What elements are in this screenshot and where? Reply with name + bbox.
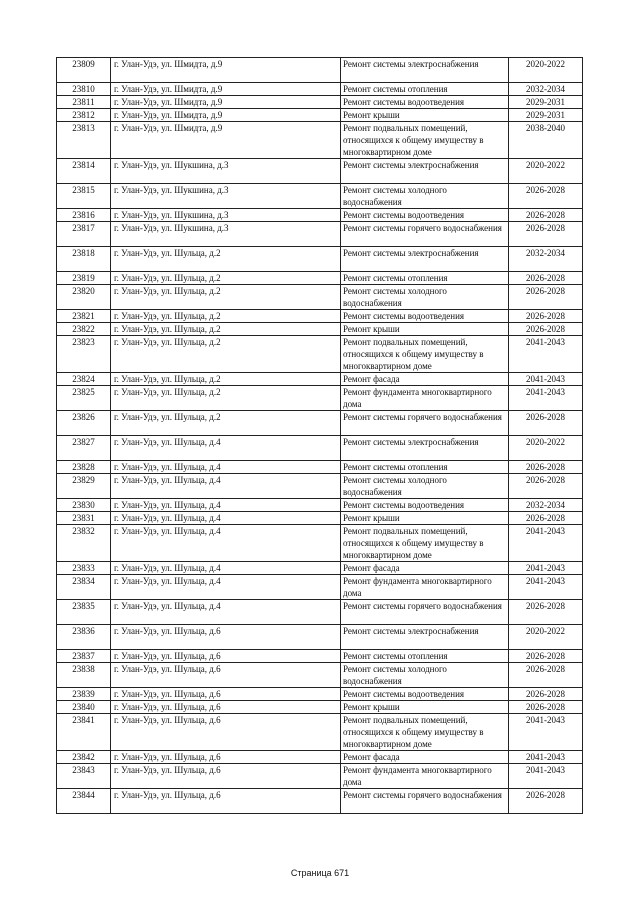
row-work-type: Ремонт крыши xyxy=(341,701,509,714)
row-work-type: Ремонт системы холодного водоснабжения xyxy=(341,184,509,209)
row-address: г. Улан-Удэ, ул. Шульца, д.6 xyxy=(111,650,341,663)
row-address: г. Улан-Удэ, ул. Шульца, д.2 xyxy=(111,272,341,285)
row-period: 2026-2028 xyxy=(509,600,583,625)
row-address: г. Улан-Удэ, ул. Шмидта, д.9 xyxy=(111,122,341,159)
table-row xyxy=(57,209,583,222)
row-address: г. Улан-Удэ, ул. Шукшина, д.3 xyxy=(111,209,341,222)
row-number: 23833 xyxy=(57,562,111,575)
row-work-type: Ремонт системы холодного водоснабжения xyxy=(341,285,509,310)
row-period: 2032-2034 xyxy=(509,83,583,96)
row-address: г. Улан-Удэ, ул. Шульца, д.6 xyxy=(111,701,341,714)
table-row xyxy=(57,122,583,159)
row-work-type: Ремонт системы электроснабжения xyxy=(341,436,509,461)
row-period: 2038-2040 xyxy=(509,122,583,159)
row-number: 23839 xyxy=(57,688,111,701)
row-number: 23829 xyxy=(57,474,111,499)
row-period: 2026-2028 xyxy=(509,701,583,714)
row-work-type: Ремонт крыши xyxy=(341,109,509,122)
row-work-type: Ремонт крыши xyxy=(341,323,509,336)
row-work-type: Ремонт системы горячего водоснабжения xyxy=(341,411,509,436)
table-row xyxy=(57,285,583,310)
row-address: г. Улан-Удэ, ул. Шмидта, д.9 xyxy=(111,109,341,122)
row-address: г. Улан-Удэ, ул. Шмидта, д.9 xyxy=(111,83,341,96)
row-period: 2020-2022 xyxy=(509,58,583,83)
row-work-type: Ремонт фундамента многоквартирного дома xyxy=(341,575,509,600)
row-address: г. Улан-Удэ, ул. Шульца, д.4 xyxy=(111,512,341,525)
row-period: 2026-2028 xyxy=(509,411,583,436)
row-number: 23815 xyxy=(57,184,111,209)
row-address: г. Улан-Удэ, ул. Шульца, д.6 xyxy=(111,764,341,789)
row-period: 2026-2028 xyxy=(509,323,583,336)
row-period: 2026-2028 xyxy=(509,663,583,688)
row-number: 23810 xyxy=(57,83,111,96)
row-address: г. Улан-Удэ, ул. Шульца, д.6 xyxy=(111,789,341,814)
row-number: 23825 xyxy=(57,386,111,411)
row-address: г. Улан-Удэ, ул. Шульца, д.6 xyxy=(111,625,341,650)
table-row xyxy=(57,688,583,701)
row-number: 23820 xyxy=(57,285,111,310)
row-number: 23827 xyxy=(57,436,111,461)
row-period: 2020-2022 xyxy=(509,159,583,184)
row-address: г. Улан-Удэ, ул. Шульца, д.2 xyxy=(111,336,341,373)
row-address: г. Улан-Удэ, ул. Шульца, д.4 xyxy=(111,499,341,512)
row-address: г. Улан-Удэ, ул. Шульца, д.6 xyxy=(111,663,341,688)
row-number: 23834 xyxy=(57,575,111,600)
row-address: г. Улан-Удэ, ул. Шульца, д.6 xyxy=(111,714,341,751)
row-work-type: Ремонт системы водоотведения xyxy=(341,96,509,109)
table-row xyxy=(57,714,583,751)
row-work-type: Ремонт системы водоотведения xyxy=(341,209,509,222)
row-work-type: Ремонт системы электроснабжения xyxy=(341,159,509,184)
row-address: г. Улан-Удэ, ул. Шульца, д.2 xyxy=(111,285,341,310)
row-number: 23822 xyxy=(57,323,111,336)
row-period: 2041-2043 xyxy=(509,575,583,600)
table-row xyxy=(57,499,583,512)
row-address: г. Улан-Удэ, ул. Шукшина, д.3 xyxy=(111,184,341,209)
row-period: 2026-2028 xyxy=(509,285,583,310)
table-row xyxy=(57,625,583,650)
row-work-type: Ремонт системы электроснабжения xyxy=(341,247,509,272)
table-row xyxy=(57,789,583,814)
row-work-type: Ремонт подвальных помещений, относящихся к общему имуществу в многоквартирном доме xyxy=(341,714,509,751)
row-number: 23831 xyxy=(57,512,111,525)
row-period: 2026-2028 xyxy=(509,272,583,285)
row-work-type: Ремонт системы горячего водоснабжения xyxy=(341,222,509,247)
row-number: 23816 xyxy=(57,209,111,222)
row-period: 2041-2043 xyxy=(509,386,583,411)
row-number: 23814 xyxy=(57,159,111,184)
row-work-type: Ремонт системы электроснабжения xyxy=(341,58,509,83)
table-row xyxy=(57,411,583,436)
row-period: 2020-2022 xyxy=(509,436,583,461)
row-address: г. Улан-Удэ, ул. Шульца, д.4 xyxy=(111,436,341,461)
row-number: 23838 xyxy=(57,663,111,688)
row-number: 23835 xyxy=(57,600,111,625)
row-period: 2041-2043 xyxy=(509,764,583,789)
row-address: г. Улан-Удэ, ул. Шукшина, д.3 xyxy=(111,222,341,247)
row-work-type: Ремонт системы водоотведения xyxy=(341,310,509,323)
table-row xyxy=(57,650,583,663)
row-number: 23824 xyxy=(57,373,111,386)
row-work-type: Ремонт фундамента многоквартирного дома xyxy=(341,386,509,411)
row-number: 23828 xyxy=(57,461,111,474)
row-period: 2041-2043 xyxy=(509,751,583,764)
row-work-type: Ремонт подвальных помещений, относящихся к общему имуществу в многоквартирном доме xyxy=(341,525,509,562)
row-period: 2026-2028 xyxy=(509,474,583,499)
row-number: 23812 xyxy=(57,109,111,122)
row-period: 2026-2028 xyxy=(509,688,583,701)
row-address: г. Улан-Удэ, ул. Шульца, д.4 xyxy=(111,474,341,499)
page-number: Страница 671 xyxy=(290,868,350,878)
row-work-type: Ремонт системы отопления xyxy=(341,461,509,474)
row-address: г. Улан-Удэ, ул. Шмидта, д.9 xyxy=(111,96,341,109)
table-row xyxy=(57,474,583,499)
row-number: 23836 xyxy=(57,625,111,650)
row-number: 23841 xyxy=(57,714,111,751)
table-row xyxy=(57,58,583,83)
row-number: 23819 xyxy=(57,272,111,285)
row-period: 2026-2028 xyxy=(509,461,583,474)
row-work-type: Ремонт фасада xyxy=(341,373,509,386)
row-number: 23821 xyxy=(57,310,111,323)
table-row xyxy=(57,96,583,109)
table-row xyxy=(57,701,583,714)
row-number: 23840 xyxy=(57,701,111,714)
table-row xyxy=(57,751,583,764)
row-number: 23826 xyxy=(57,411,111,436)
row-period: 2029-2031 xyxy=(509,109,583,122)
row-number: 23843 xyxy=(57,764,111,789)
row-number: 23813 xyxy=(57,122,111,159)
row-address: г. Улан-Удэ, ул. Шульца, д.4 xyxy=(111,461,341,474)
table-row xyxy=(57,159,583,184)
table-row xyxy=(57,310,583,323)
row-period: 2041-2043 xyxy=(509,714,583,751)
row-address: г. Улан-Удэ, ул. Шульца, д.6 xyxy=(111,688,341,701)
row-address: г. Улан-Удэ, ул. Шульца, д.4 xyxy=(111,525,341,562)
table-row xyxy=(57,83,583,96)
table-row xyxy=(57,575,583,600)
row-number: 23837 xyxy=(57,650,111,663)
row-number: 23823 xyxy=(57,336,111,373)
row-address: г. Улан-Удэ, ул. Шульца, д.4 xyxy=(111,575,341,600)
table-row xyxy=(57,386,583,411)
row-period: 2026-2028 xyxy=(509,184,583,209)
table-row xyxy=(57,436,583,461)
row-address: г. Улан-Удэ, ул. Шмидта, д.9 xyxy=(111,58,341,83)
row-work-type: Ремонт крыши xyxy=(341,512,509,525)
row-period: 2026-2028 xyxy=(509,789,583,814)
row-work-type: Ремонт системы холодного водоснабжения xyxy=(341,663,509,688)
row-period: 2020-2022 xyxy=(509,625,583,650)
table-row xyxy=(57,247,583,272)
table-row xyxy=(57,336,583,373)
row-work-type: Ремонт системы отопления xyxy=(341,650,509,663)
row-number: 23830 xyxy=(57,499,111,512)
row-work-type: Ремонт системы холодного водоснабжения xyxy=(341,474,509,499)
table-row xyxy=(57,272,583,285)
row-number: 23842 xyxy=(57,751,111,764)
row-number: 23832 xyxy=(57,525,111,562)
table-body xyxy=(57,58,583,814)
row-address: г. Улан-Удэ, ул. Шульца, д.2 xyxy=(111,247,341,272)
row-work-type: Ремонт системы горячего водоснабжения xyxy=(341,789,509,814)
row-address: г. Улан-Удэ, ул. Шульца, д.6 xyxy=(111,751,341,764)
table-row xyxy=(57,525,583,562)
table-row xyxy=(57,461,583,474)
row-period: 2029-2031 xyxy=(509,96,583,109)
row-period: 2041-2043 xyxy=(509,525,583,562)
table-row xyxy=(57,222,583,247)
table-row xyxy=(57,184,583,209)
row-period: 2026-2028 xyxy=(509,650,583,663)
row-work-type: Ремонт подвальных помещений, относящихся к общему имуществу в многоквартирном доме xyxy=(341,336,509,373)
row-address: г. Улан-Удэ, ул. Шульца, д.2 xyxy=(111,323,341,336)
row-number: 23817 xyxy=(57,222,111,247)
row-address: г. Улан-Удэ, ул. Шульца, д.2 xyxy=(111,373,341,386)
table-row xyxy=(57,600,583,625)
row-work-type: Ремонт системы горячего водоснабжения xyxy=(341,600,509,625)
table-row xyxy=(57,373,583,386)
row-address: г. Улан-Удэ, ул. Шульца, д.2 xyxy=(111,386,341,411)
table-row xyxy=(57,323,583,336)
row-work-type: Ремонт системы отопления xyxy=(341,272,509,285)
row-address: г. Улан-Удэ, ул. Шульца, д.4 xyxy=(111,562,341,575)
row-work-type: Ремонт системы водоотведения xyxy=(341,688,509,701)
row-address: г. Улан-Удэ, ул. Шульца, д.2 xyxy=(111,411,341,436)
row-work-type: Ремонт фасада xyxy=(341,562,509,575)
row-period: 2026-2028 xyxy=(509,310,583,323)
row-period: 2026-2028 xyxy=(509,209,583,222)
row-number: 23818 xyxy=(57,247,111,272)
row-address: г. Улан-Удэ, ул. Шульца, д.2 xyxy=(111,310,341,323)
row-period: 2041-2043 xyxy=(509,336,583,373)
row-period: 2026-2028 xyxy=(509,222,583,247)
table-row xyxy=(57,109,583,122)
row-address: г. Улан-Удэ, ул. Шукшина, д.3 xyxy=(111,159,341,184)
row-period: 2041-2043 xyxy=(509,373,583,386)
table-row xyxy=(57,764,583,789)
row-work-type: Ремонт фундамента многоквартирного дома xyxy=(341,764,509,789)
row-period: 2032-2034 xyxy=(509,499,583,512)
table-row xyxy=(57,663,583,688)
row-period: 2032-2034 xyxy=(509,247,583,272)
row-number: 23809 xyxy=(57,58,111,83)
row-work-type: Ремонт фасада xyxy=(341,751,509,764)
repair-schedule-table xyxy=(56,57,583,814)
row-work-type: Ремонт системы водоотведения xyxy=(341,499,509,512)
row-period: 2041-2043 xyxy=(509,562,583,575)
table-row xyxy=(57,512,583,525)
row-number: 23844 xyxy=(57,789,111,814)
row-work-type: Ремонт подвальных помещений, относящихся к общему имуществу в многоквартирном доме xyxy=(341,122,509,159)
row-period: 2026-2028 xyxy=(509,512,583,525)
row-work-type: Ремонт системы электроснабжения xyxy=(341,625,509,650)
row-number: 23811 xyxy=(57,96,111,109)
row-address: г. Улан-Удэ, ул. Шульца, д.4 xyxy=(111,600,341,625)
table-row xyxy=(57,562,583,575)
row-work-type: Ремонт системы отопления xyxy=(341,83,509,96)
